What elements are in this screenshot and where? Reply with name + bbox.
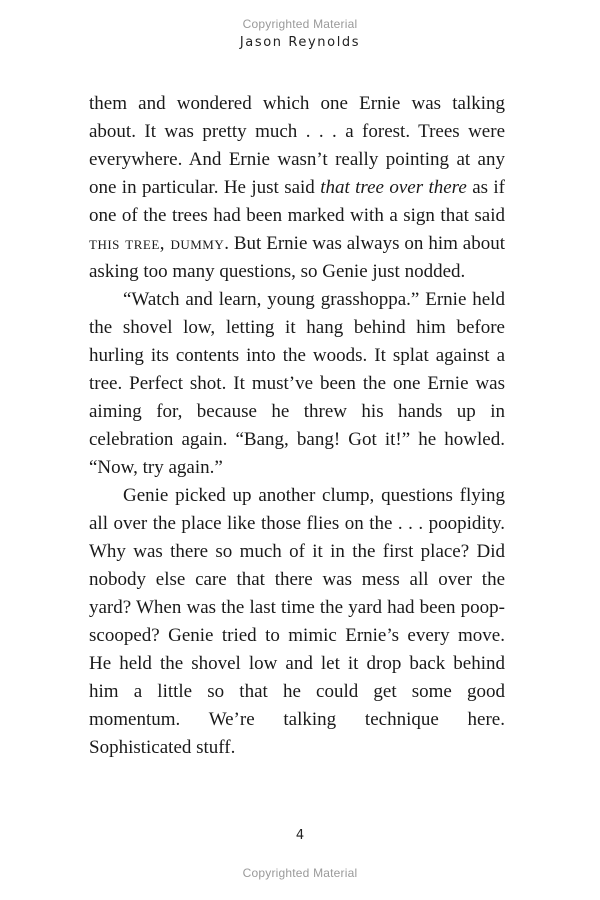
paragraph-2: “Watch and learn, young grasshoppa.” Ernie held the shovel low, letting it hang behind him before hurling its contents into the woods. It splat against a tree. Perfect shot. It must’ve been the one Ernie was aiming for, because he threw his hands up in celebration again. “Bang, bang! Got it!” he howled. “Now, try again.” xyxy=(89,289,505,478)
paragraph-1-part-b: as if one of the trees had been marked with a sign that said xyxy=(89,177,505,226)
copyright-watermark-bottom: Copyrighted Material xyxy=(242,866,358,880)
copyright-watermark-top: Copyrighted Material xyxy=(242,17,358,31)
running-head-author: Jason Reynolds xyxy=(239,35,361,50)
paragraph-1-smallcaps: this tree, dummy xyxy=(89,233,225,254)
paragraph-1-italic: that tree over there xyxy=(320,177,467,198)
paragraph-3: Genie picked up another clump, questions flying all over the place like those flies on the . . . poopidity. Why was there so much of it in the first place? Did nobody else care that there was mess all over the yard? When was the last time the yard had been poop-scooped? Genie tried to mimic Ernie’s every move. He held the shovel low and let it drop back behind him a little so that he could get some good momentum. We’re talking technique here. Sophisticated stuff. xyxy=(89,485,505,758)
body-text xyxy=(89,90,505,762)
paragraph-1 xyxy=(89,90,505,286)
paragraph-1-part-a: them and wondered which one Ernie was talking about. It was pretty much . . . a forest. Trees were everywhere. And Ernie wasn’t really pointing at any one in particular. He just said xyxy=(89,93,505,198)
paragraph-1-part-c: . But Ernie was always on him about asking too many questions, so Genie just nodded. xyxy=(89,233,505,282)
page-number: 4 xyxy=(295,828,305,843)
